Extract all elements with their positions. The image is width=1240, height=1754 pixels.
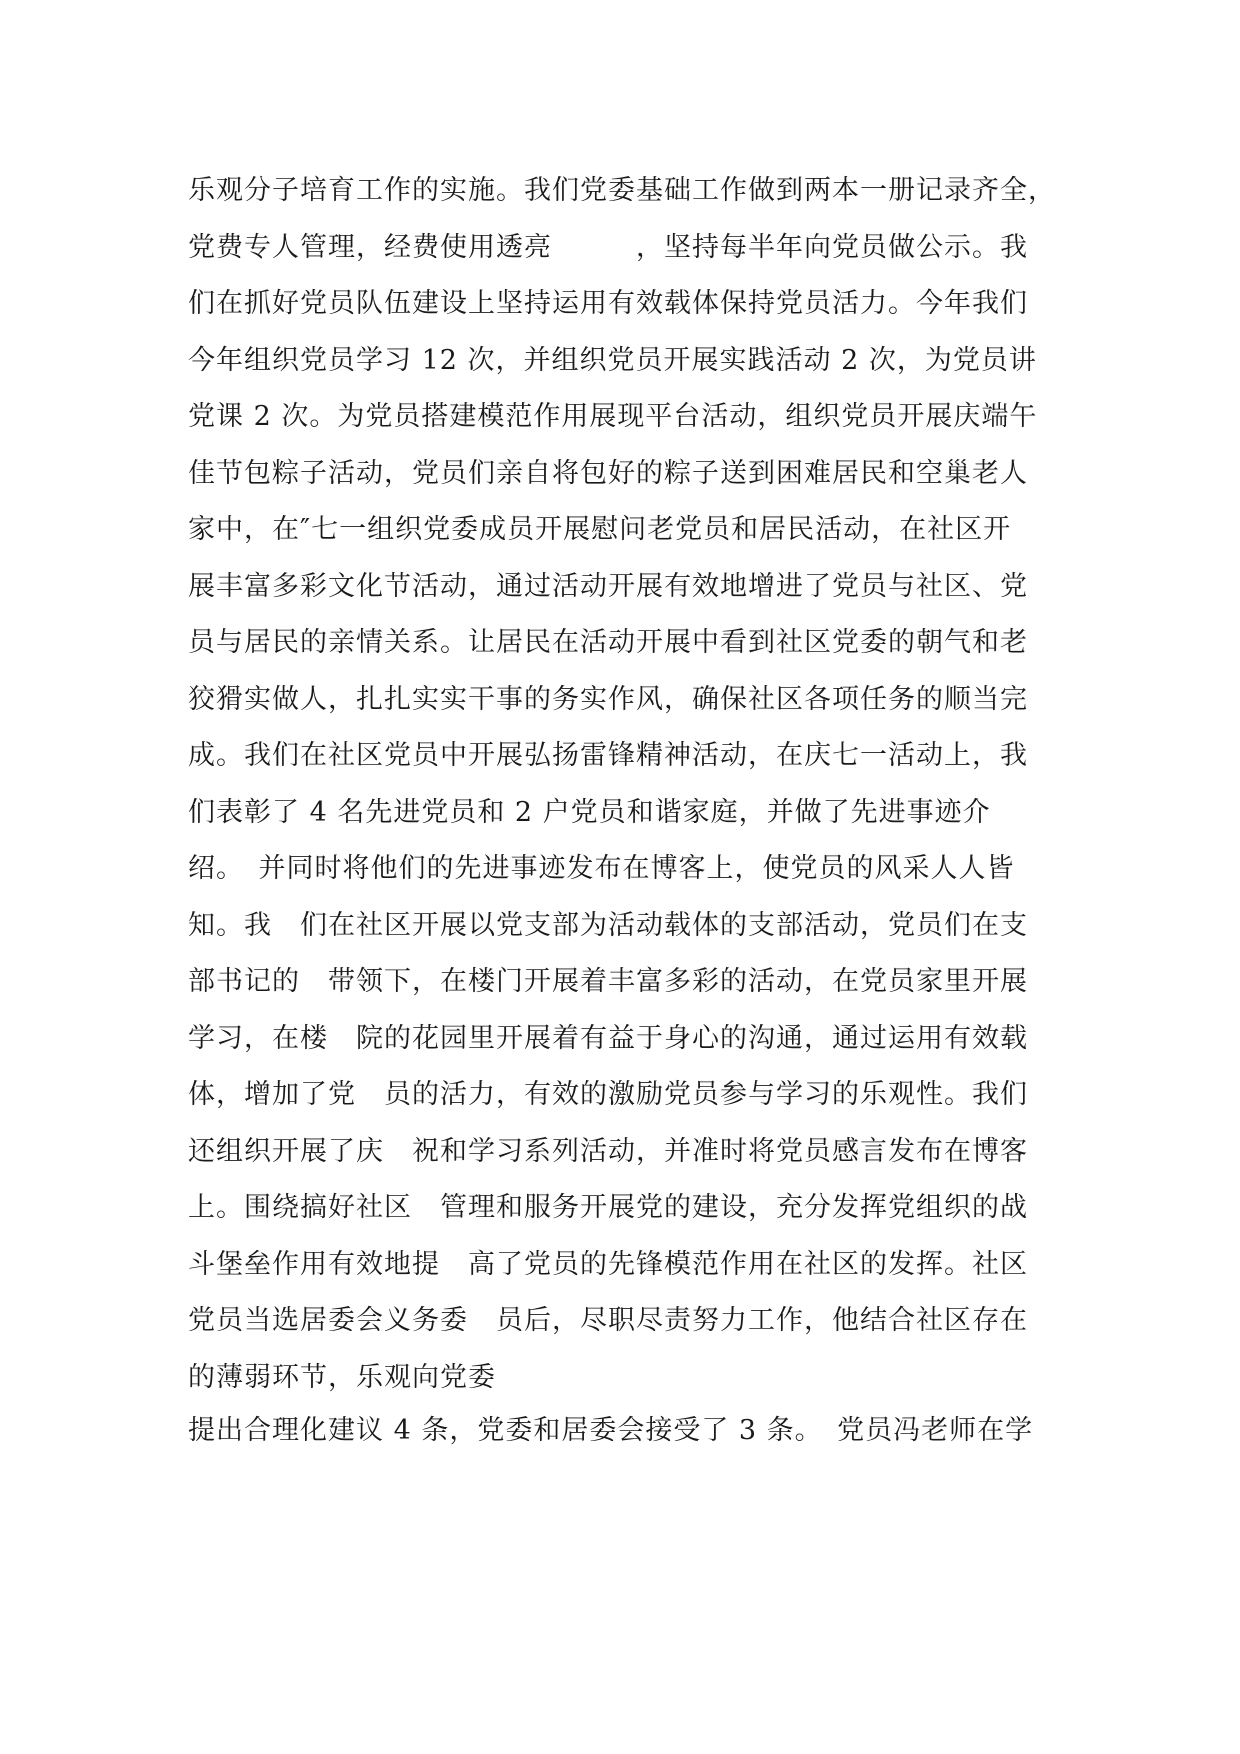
continuation-paragraph [188,1403,1088,1460]
text-line: 知。我 们在社区开展以党支部为活动载体的支部活动，党员们在支 [188,909,1028,941]
text-line: 绍。 并同时将他们的先进事迹发布在博客上，使党员的风采人人皆 [188,853,1015,884]
text-line: 学习，在楼 院的花园里开展着有益于身心的沟通，通过运用有效载 [188,1022,1028,1054]
text-line: 们表彰了 4 名先进党员和 2 户党员和谐家庭，并做了先进事迹介 [188,796,991,828]
text-line: 党员当选居委会义务委 员后，尽职尽责努力工作，他结合社区存在 [188,1305,1028,1336]
text-line: 上。围绕搞好社区 管理和服务开展党的建设，充分发挥党组织的战 [188,1192,1028,1223]
text-line: 还组织开展了庆 祝和学习系列活动，并准时将党员感言发布在博客 [188,1135,1028,1167]
text-line: 们在抓好党员队伍建设上坚持运用有效载体保持党员活力。今年我们 [188,288,1028,319]
text-line: 今年组织党员学习 12 次，并组织党员开展实践活动 2 次，为党员讲 [188,344,1037,376]
text-line: 提出合理化建议 4 条，党委和居委会接受了 3 条。 党员冯老师在学 [188,1415,1034,1446]
text-line: 员与居民的亲情关系。让居民在活动开展中看到社区党委的朝气和老 [188,627,1028,658]
text-line: 体，增加了党 员的活力，有效的激励党员参与学习的乐观性。我们 [188,1079,1028,1110]
text-line: 部书记的 带领下，在楼门开展着丰富多彩的活动，在党员家里开展 [188,966,1028,997]
text-line: 乐观分子培育工作的实施。我们党委基础工作做到两本一册记录齐全， [188,175,1056,206]
text-line: 党课 2 次。为党员搭建模范作用展现平台活动，组织党员开展庆端午 [188,401,1038,432]
text-line: 展丰富多彩文化节活动，通过活动开展有效地增进了党员与社区、党 [188,570,1028,602]
text-line: 党费专人管理，经费使用透亮 ，坚持每半年向党员做公示。我 [188,231,1028,263]
text-line: 家中，在″七一组织党委成员开展慰问老党员和居民活动，在社区开 [188,514,1012,545]
text-line: 佳节包粽子活动，党员们亲自将包好的粽子送到困难居民和空巢老人 [188,457,1028,489]
text-line: 成。我们在社区党员中开展弘扬雷锋精神活动，在庆七一活动上，我 [188,740,1028,771]
text-line: 狡猾实做人，扎扎实实干事的务实作风，确保社区各项任务的顺当完 [188,683,1028,715]
text-line: 斗堡垒作用有效地提 高了党员的先锋模范作用在社区的发挥。社区 [188,1248,1028,1280]
text-line: 的薄弱环节，乐观向党委 [188,1361,496,1393]
body-paragraph [188,163,1088,1406]
